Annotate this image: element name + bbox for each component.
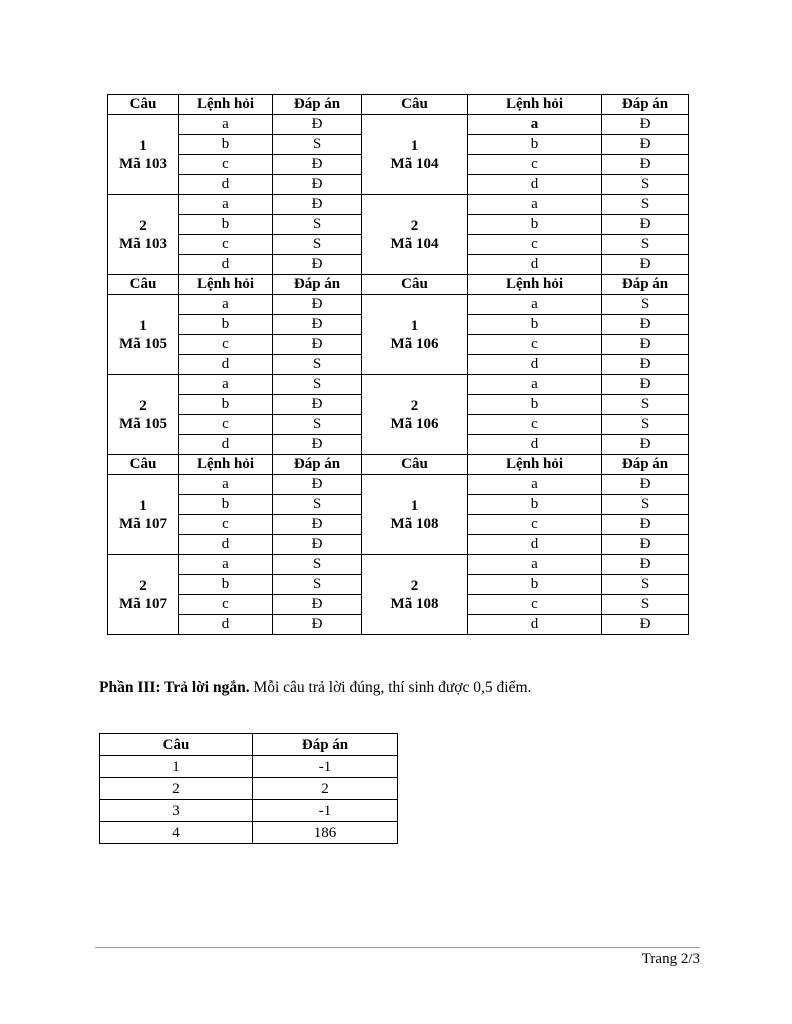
answer-cell: S [602,395,689,415]
answer-cell: Đ [273,295,362,315]
answer-cell: Đ [273,435,362,455]
answer-cell: S [273,375,362,395]
question-cell [108,555,179,635]
question-number: 2 [410,217,419,234]
header-cell: Đáp án [253,734,398,756]
answer-cell: Đ [273,535,362,555]
question-number: 1 [139,497,147,514]
header-cell: Câu [362,275,468,295]
answer-cell: Đ [602,375,689,395]
question-cell [108,195,179,275]
answer-cell: S [273,355,362,375]
header-cell: Câu [108,95,179,115]
prompt-cell: d [179,355,273,375]
prompt-cell: c [179,155,273,175]
answer-cell: Đ [273,155,362,175]
answer-cell: S [602,495,689,515]
answer-cell: S [273,495,362,515]
question-number: 1 [410,497,419,514]
header-cell: Lệnh hỏi [468,95,602,115]
question-cell [362,295,468,375]
prompt-cell: a [179,195,273,215]
header-cell: Lệnh hỏi [468,275,602,295]
answer-cell: S [273,575,362,595]
prompt-cell: d [179,175,273,195]
prompt-cell: d [468,255,602,275]
table-header-row [100,734,398,756]
page-number: Trang 2/3 [641,951,700,967]
prompt-cell: d [179,255,273,275]
answer-cell: S [602,595,689,615]
question-number: 1 [410,137,419,154]
prompt-cell: a [468,295,602,315]
prompt-cell: c [468,235,602,255]
prompt-cell: a [179,555,273,575]
header-cell: Đáp án [602,95,689,115]
question-number: 1 [139,137,147,154]
header-cell: Đáp án [273,455,362,475]
question-number: 2 [139,397,147,414]
answer-cell: Đ [602,515,689,535]
prompt-cell: c [468,415,602,435]
part3-title: Phần III: Trả lời ngắn. [99,679,250,696]
prompt-cell: b [468,495,602,515]
answer-cell: S [602,295,689,315]
exam-code: Mã 107 [119,515,167,532]
prompt-cell: c [179,235,273,255]
answer-cell: Đ [602,475,689,495]
answer-cell: Đ [273,615,362,635]
exam-code: Mã 104 [390,235,439,252]
prompt-cell: d [179,615,273,635]
question-number: 2 [410,397,419,414]
table-header-row [108,95,689,115]
answer-cell: Đ [602,115,689,135]
answer-cell: -1 [253,756,398,778]
answer-cell: S [602,415,689,435]
question-number: 2 [139,577,147,594]
prompt-cell: b [179,135,273,155]
prompt-cell: d [468,355,602,375]
question-number-cell: 4 [100,822,253,844]
short-answer-table [99,733,398,844]
table-row [108,115,689,135]
answer-cell: S [602,195,689,215]
exam-code: Mã 107 [119,595,167,612]
prompt-cell: d [468,535,602,555]
answer-cell: Đ [602,155,689,175]
prompt-cell: d [179,535,273,555]
prompt-cell: a [468,475,602,495]
exam-code: Mã 104 [390,155,439,172]
question-number: 1 [139,317,147,334]
exam-code: Mã 105 [119,415,167,432]
header-cell: Đáp án [273,275,362,295]
header-cell: Câu [108,275,179,295]
answer-key-table [107,94,689,635]
answer-cell: Đ [273,515,362,535]
answer-cell: Đ [602,535,689,555]
answer-cell: S [602,175,689,195]
prompt-cell: a [468,115,602,135]
answer-cell: Đ [273,395,362,415]
exam-code: Mã 105 [119,335,167,352]
question-cell [362,555,468,635]
exam-code: Mã 103 [119,235,167,252]
answer-cell: S [273,215,362,235]
prompt-cell: b [179,575,273,595]
header-cell: Đáp án [273,95,362,115]
table-row [100,822,398,844]
question-cell [108,375,179,455]
answer-cell: S [273,555,362,575]
prompt-cell: b [179,395,273,415]
prompt-cell: d [179,435,273,455]
prompt-cell: b [468,135,602,155]
answer-cell: Đ [602,135,689,155]
prompt-cell: c [179,415,273,435]
answer-cell: Đ [273,475,362,495]
part3-heading [99,678,699,698]
table-row [100,778,398,800]
header-cell: Câu [362,95,468,115]
question-number-cell: 3 [100,800,253,822]
answer-cell: Đ [602,615,689,635]
prompt-cell: c [468,155,602,175]
question-number: 1 [410,317,419,334]
exam-code: Mã 108 [390,515,439,532]
exam-code: Mã 108 [390,595,439,612]
prompt-cell: b [468,395,602,415]
question-number-cell: 1 [100,756,253,778]
question-cell [362,475,468,555]
prompt-cell: b [179,215,273,235]
question-cell [108,295,179,375]
table-header-row [108,455,689,475]
header-cell: Lệnh hỏi [179,275,273,295]
answer-cell: Đ [602,215,689,235]
answer-cell: S [602,235,689,255]
prompt-cell: d [468,615,602,635]
prompt-cell: d [468,435,602,455]
prompt-cell: c [468,335,602,355]
answer-cell: S [602,575,689,595]
prompt-cell: c [468,595,602,615]
question-cell [362,195,468,275]
prompt-cell: b [468,215,602,235]
answer-cell: Đ [273,315,362,335]
prompt-cell: c [179,595,273,615]
header-cell: Lệnh hỏi [179,455,273,475]
prompt-cell: b [179,495,273,515]
prompt-cell: b [468,315,602,335]
question-cell [108,115,179,195]
answer-cell: Đ [602,355,689,375]
prompt-cell: a [468,555,602,575]
table-row [108,195,689,215]
exam-code: Mã 106 [390,335,439,352]
table-row [100,800,398,822]
table-row [108,375,689,395]
header-cell: Câu [108,455,179,475]
answer-cell: Đ [273,595,362,615]
answer-cell: Đ [602,335,689,355]
prompt-cell: b [468,575,602,595]
exam-code: Mã 103 [119,155,167,172]
prompt-cell: a [179,295,273,315]
prompt-cell: c [468,515,602,535]
answer-cell: Đ [602,555,689,575]
answer-cell: Đ [602,255,689,275]
prompt-cell: a [468,195,602,215]
header-cell: Lệnh hỏi [179,95,273,115]
header-cell: Câu [100,734,253,756]
answer-cell: 2 [253,778,398,800]
prompt-cell: b [179,315,273,335]
answer-cell: S [273,135,362,155]
table-header-row [108,275,689,295]
prompt-cell: c [179,515,273,535]
question-number: 2 [139,217,147,234]
prompt-cell: a [468,375,602,395]
answer-cell: S [273,415,362,435]
header-cell: Lệnh hỏi [468,455,602,475]
header-cell: Câu [362,455,468,475]
header-cell: Đáp án [602,455,689,475]
answer-cell: Đ [273,175,362,195]
header-cell: Đáp án [602,275,689,295]
answer-cell: 186 [253,822,398,844]
question-number: 2 [410,577,419,594]
question-cell [108,475,179,555]
table-row [108,475,689,495]
prompt-cell: c [179,335,273,355]
answer-cell: -1 [253,800,398,822]
answer-cell: Đ [602,435,689,455]
table-row [100,756,398,778]
prompt-cell: d [468,175,602,195]
answer-cell: S [273,235,362,255]
prompt-cell: a [179,475,273,495]
prompt-cell: a [179,115,273,135]
answer-cell: Đ [273,195,362,215]
answer-cell: Đ [273,255,362,275]
footer-divider [95,947,700,948]
answer-cell: Đ [273,335,362,355]
answer-cell: Đ [273,115,362,135]
table-row [108,555,689,575]
prompt-cell: a [179,375,273,395]
part3-description: Mỗi câu trả lời đúng, thí sinh được 0,5 điểm. [249,679,532,696]
question-cell [362,375,468,455]
exam-code: Mã 106 [390,415,439,432]
question-cell [362,115,468,195]
table-row [108,295,689,315]
answer-cell: Đ [602,315,689,335]
question-number-cell: 2 [100,778,253,800]
